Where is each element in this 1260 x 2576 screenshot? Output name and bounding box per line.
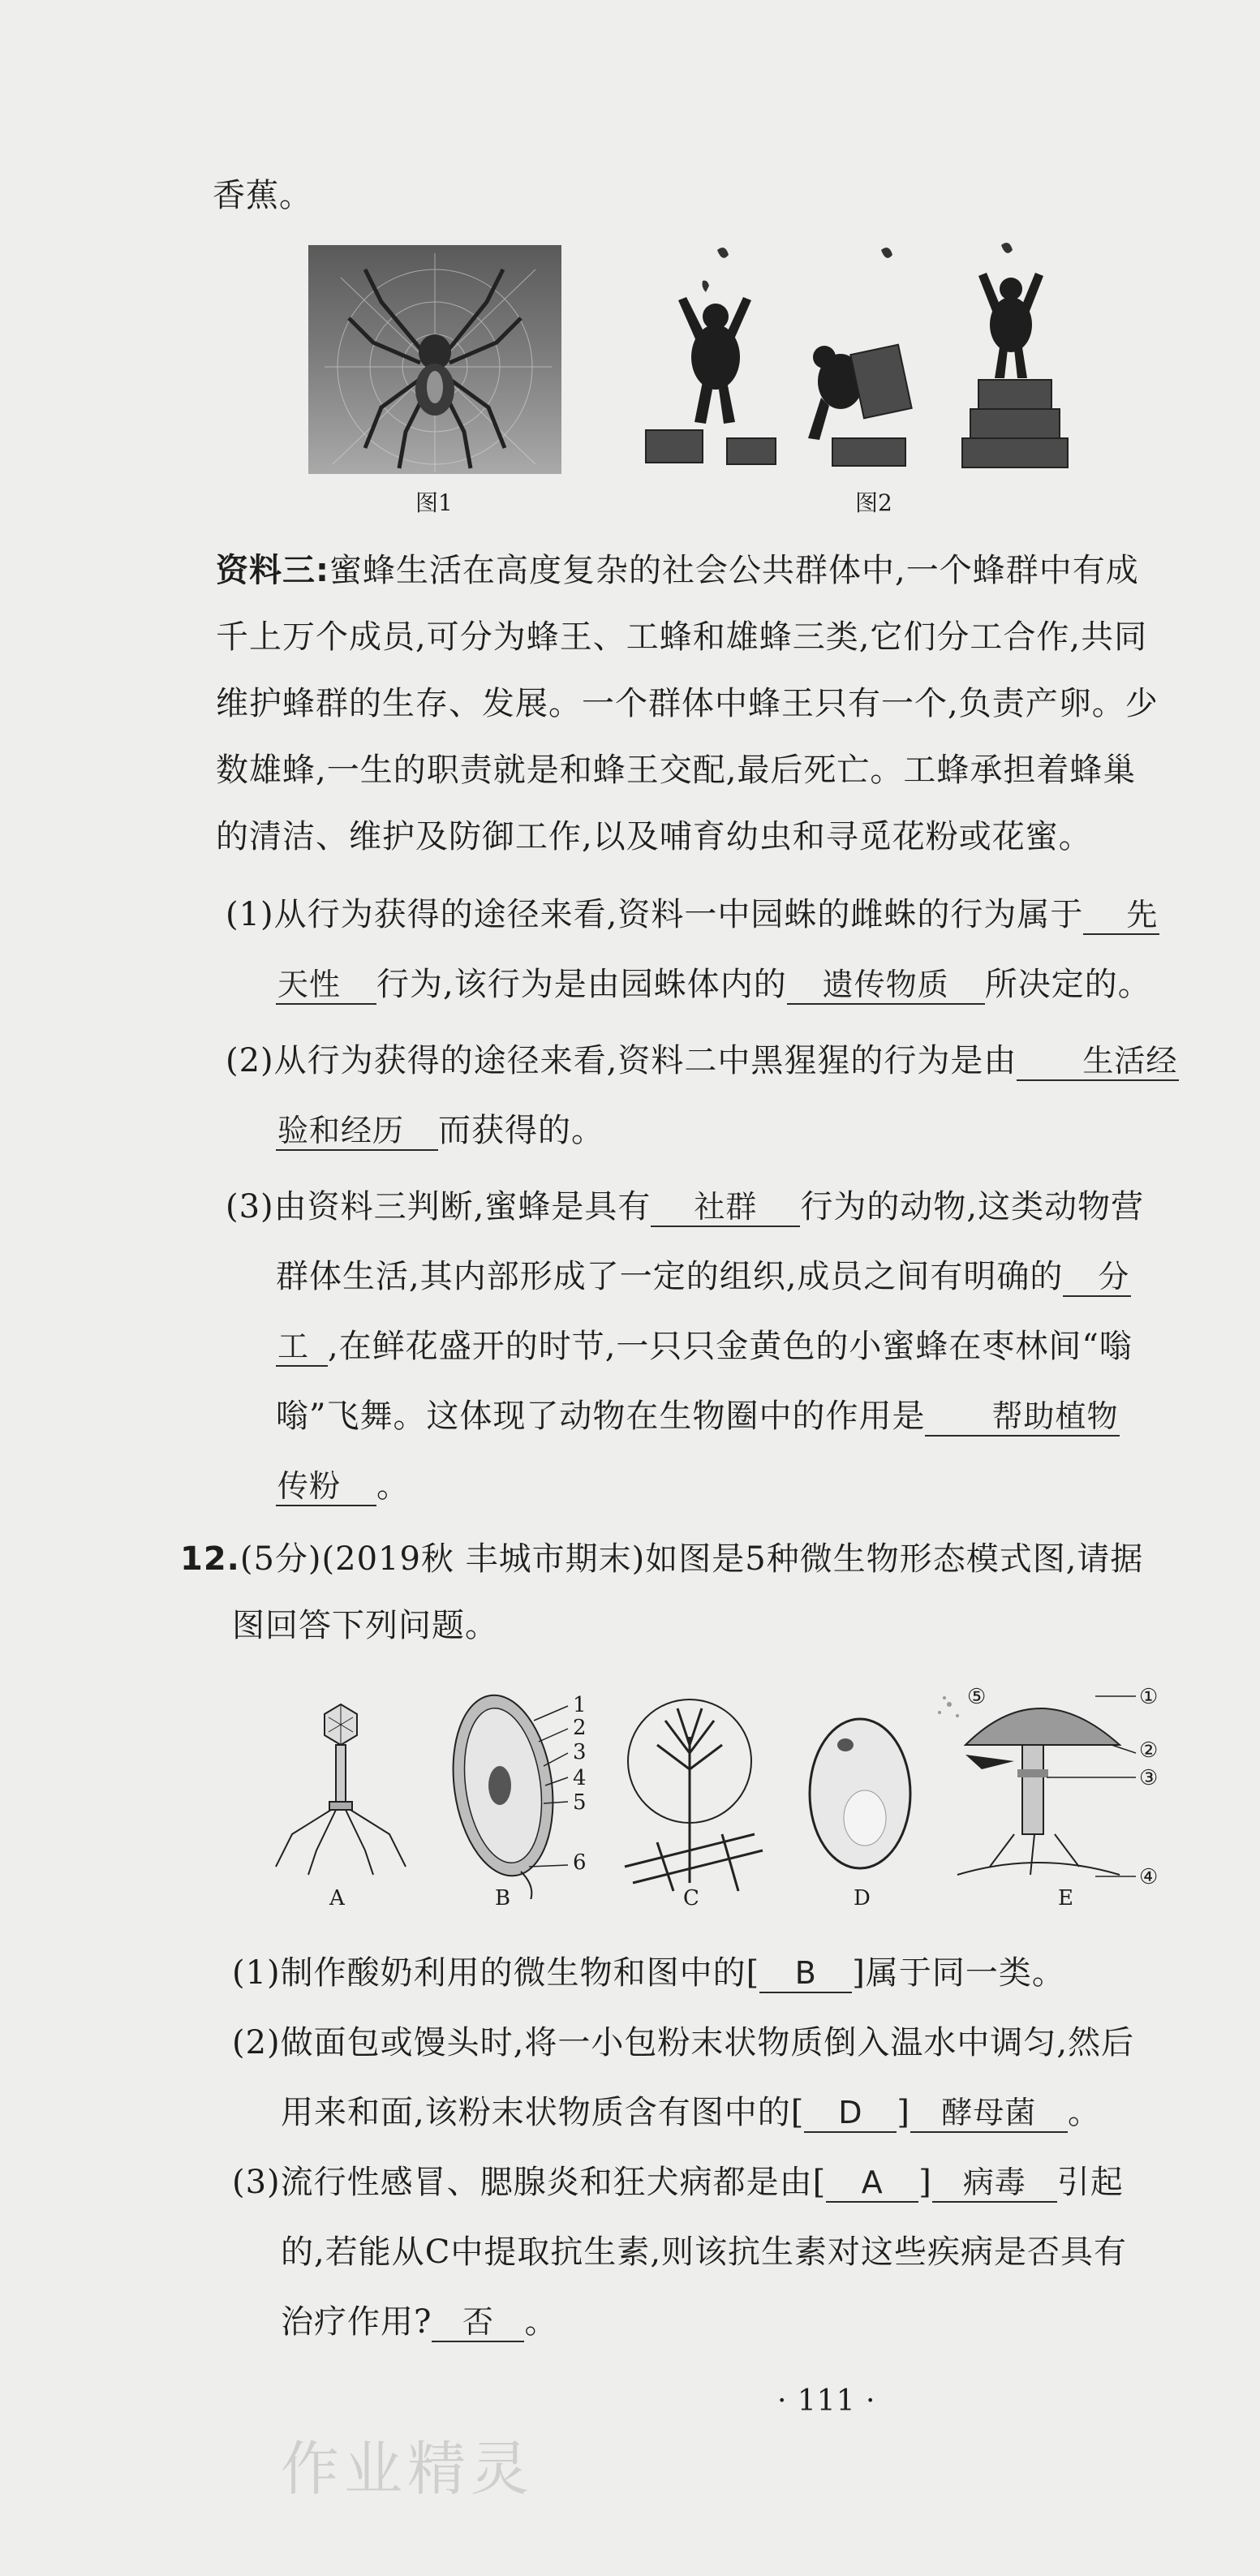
q12-p1-answer: B — [759, 1954, 852, 1993]
material3-line-2: 千上万个成员,可分为蜂王、工蜂和雄蜂三类,它们分工合作,共同 — [216, 618, 1148, 656]
intro-fragment: 香蕉。 — [213, 177, 312, 214]
q12-part1: (1)制作酸奶利用的微生物和图中的[ B ]属于同一类。 — [232, 1954, 1065, 1992]
q11-p1-answer1-b: 天性 — [276, 966, 376, 1005]
q12-number: 12. — [180, 1540, 240, 1578]
q11-part1-line2: 天性 行为,该行为是由园蛛体内的 遗传物质 所决定的。 — [277, 966, 1151, 1003]
fig-label-c: C — [683, 1886, 699, 1910]
material3-line-1: 资料三:蜜蜂生活在高度复杂的社会公共群体中,一个蜂群中有成 — [216, 552, 1139, 589]
q11-part3-line1: (3)由资料三判断,蜜蜂是具有 社群 行为的动物,这类动物营 — [226, 1188, 1145, 1226]
q11-p2-answer-a: 生活经 — [1017, 1042, 1179, 1081]
q11-p1-answer2: 遗传物质 — [787, 966, 985, 1005]
q12-p3-answer3: 否 — [432, 2303, 524, 2342]
q12-p3-answer2: 病毒 — [932, 2164, 1057, 2203]
q12-part3-line1: (3)流行性感冒、腮腺炎和狂犬病都是由[ A ] 病毒 引起 — [232, 2164, 1124, 2201]
watermark-logo: 作业精灵 — [281, 2435, 535, 2503]
q12-part2-line1: (2)做面包或馒头时,将一小包粉末状物质倒入温水中调匀,然后 — [232, 2024, 1135, 2061]
q12-part2-line2: 用来和面,该粉末状物质含有图中的[ D ] 酵母菌 。 — [281, 2094, 1101, 2131]
q12-p2-answer1: D — [804, 2094, 897, 2133]
b-number-2: 2 — [573, 1716, 587, 1740]
b-number-4: 4 — [573, 1766, 587, 1790]
e-number-2: ② — [1139, 1738, 1159, 1763]
q11-p2-answer-b: 验和经历 — [276, 1112, 438, 1151]
material3-label: 资料三: — [216, 552, 329, 589]
e-number-5: ⑤ — [967, 1685, 987, 1709]
q11-part2-line2: 验和经历 而获得的。 — [277, 1112, 604, 1149]
virus-drawing — [276, 1704, 406, 1875]
fig-label-e: E — [1058, 1886, 1073, 1910]
q12-p2-answer2: 酵母菌 — [910, 2094, 1068, 2133]
b-number-1: 1 — [573, 1693, 587, 1717]
q12-part3-line3: 治疗作用? 否 。 — [281, 2303, 558, 2341]
q11-part3-line3: 工 ,在鲜花盛开的时节,一只只金黄色的小蜜蜂在枣林间“嗡 — [277, 1328, 1133, 1365]
fig-label-d: D — [854, 1886, 871, 1910]
fig-label-b: B — [495, 1886, 511, 1910]
yeast-drawing — [810, 1719, 910, 1868]
q11-p3-answer3-a: 帮助植物 — [925, 1398, 1120, 1437]
q12-p3-answer1: A — [826, 2164, 918, 2203]
q12-stem-line2: 图回答下列问题。 — [232, 1607, 498, 1644]
material3-line-3: 维护蜂群的生存、发展。一个群体中蜂王只有一个,负责产卵。少 — [216, 685, 1159, 722]
b-number-6: 6 — [573, 1850, 587, 1875]
e-number-4: ④ — [1139, 1865, 1159, 1889]
fig1-caption: 图1 — [415, 489, 453, 516]
spider-photo — [308, 245, 561, 474]
b-number-3: 3 — [573, 1740, 587, 1764]
material3-line-5: 的清洁、维护及防御工作,以及哺育幼虫和寻觅花粉或花蜜。 — [216, 818, 1092, 855]
q12-part3-line2: 的,若能从C中提取抗生素,则该抗生素对这些疾病是否具有 — [281, 2234, 1128, 2271]
mushroom-drawing — [938, 1696, 1136, 1876]
q11-p3-answer3-b: 传粉 — [276, 1467, 376, 1506]
page-number: · 111 · — [777, 2384, 876, 2418]
chimpanzee-illustration — [638, 235, 1076, 479]
bacterium-drawing — [442, 1689, 568, 1899]
fig2-caption: 图2 — [855, 489, 892, 516]
q11-part3-line2: 群体生活,其内部形成了一定的组织,成员之间有明确的 分 — [276, 1258, 1130, 1295]
microbe-diagram — [235, 1688, 1201, 1899]
q11-p3-answer2-a: 分 — [1063, 1258, 1131, 1297]
q11-p1-answer1-a: 先 — [1083, 896, 1159, 935]
mold-drawing — [625, 1699, 763, 1891]
q11-p3-answer1: 社群 — [651, 1188, 800, 1227]
b-number-5: 5 — [573, 1790, 587, 1815]
material3-line-4: 数雄蜂,一生的职责就是和蜂王交配,最后死亡。工蜂承担着蜂巢 — [216, 752, 1137, 789]
q11-part1-line1: (1)从行为获得的途径来看,资料一中园蛛的雌蛛的行为属于 先 — [226, 896, 1159, 933]
q11-part3-line4: 嗡”飞舞。这体现了动物在生物圈中的作用是 帮助植物 — [276, 1398, 1119, 1435]
q11-part2-line1: (2)从行为获得的途径来看,资料二中黑猩猩的行为是由 生活经 — [226, 1042, 1178, 1079]
q12-stem-line1: 12.(5分)(2019秋 丰城市期末)如图是5种微生物形态模式图,请据 — [180, 1540, 1144, 1578]
e-number-3: ③ — [1139, 1766, 1159, 1790]
q11-p3-answer2-b: 工 — [276, 1328, 328, 1367]
fig-label-a: A — [329, 1886, 345, 1910]
q11-part3-line5: 传粉 。 — [277, 1467, 410, 1505]
e-number-1: ① — [1139, 1685, 1159, 1709]
